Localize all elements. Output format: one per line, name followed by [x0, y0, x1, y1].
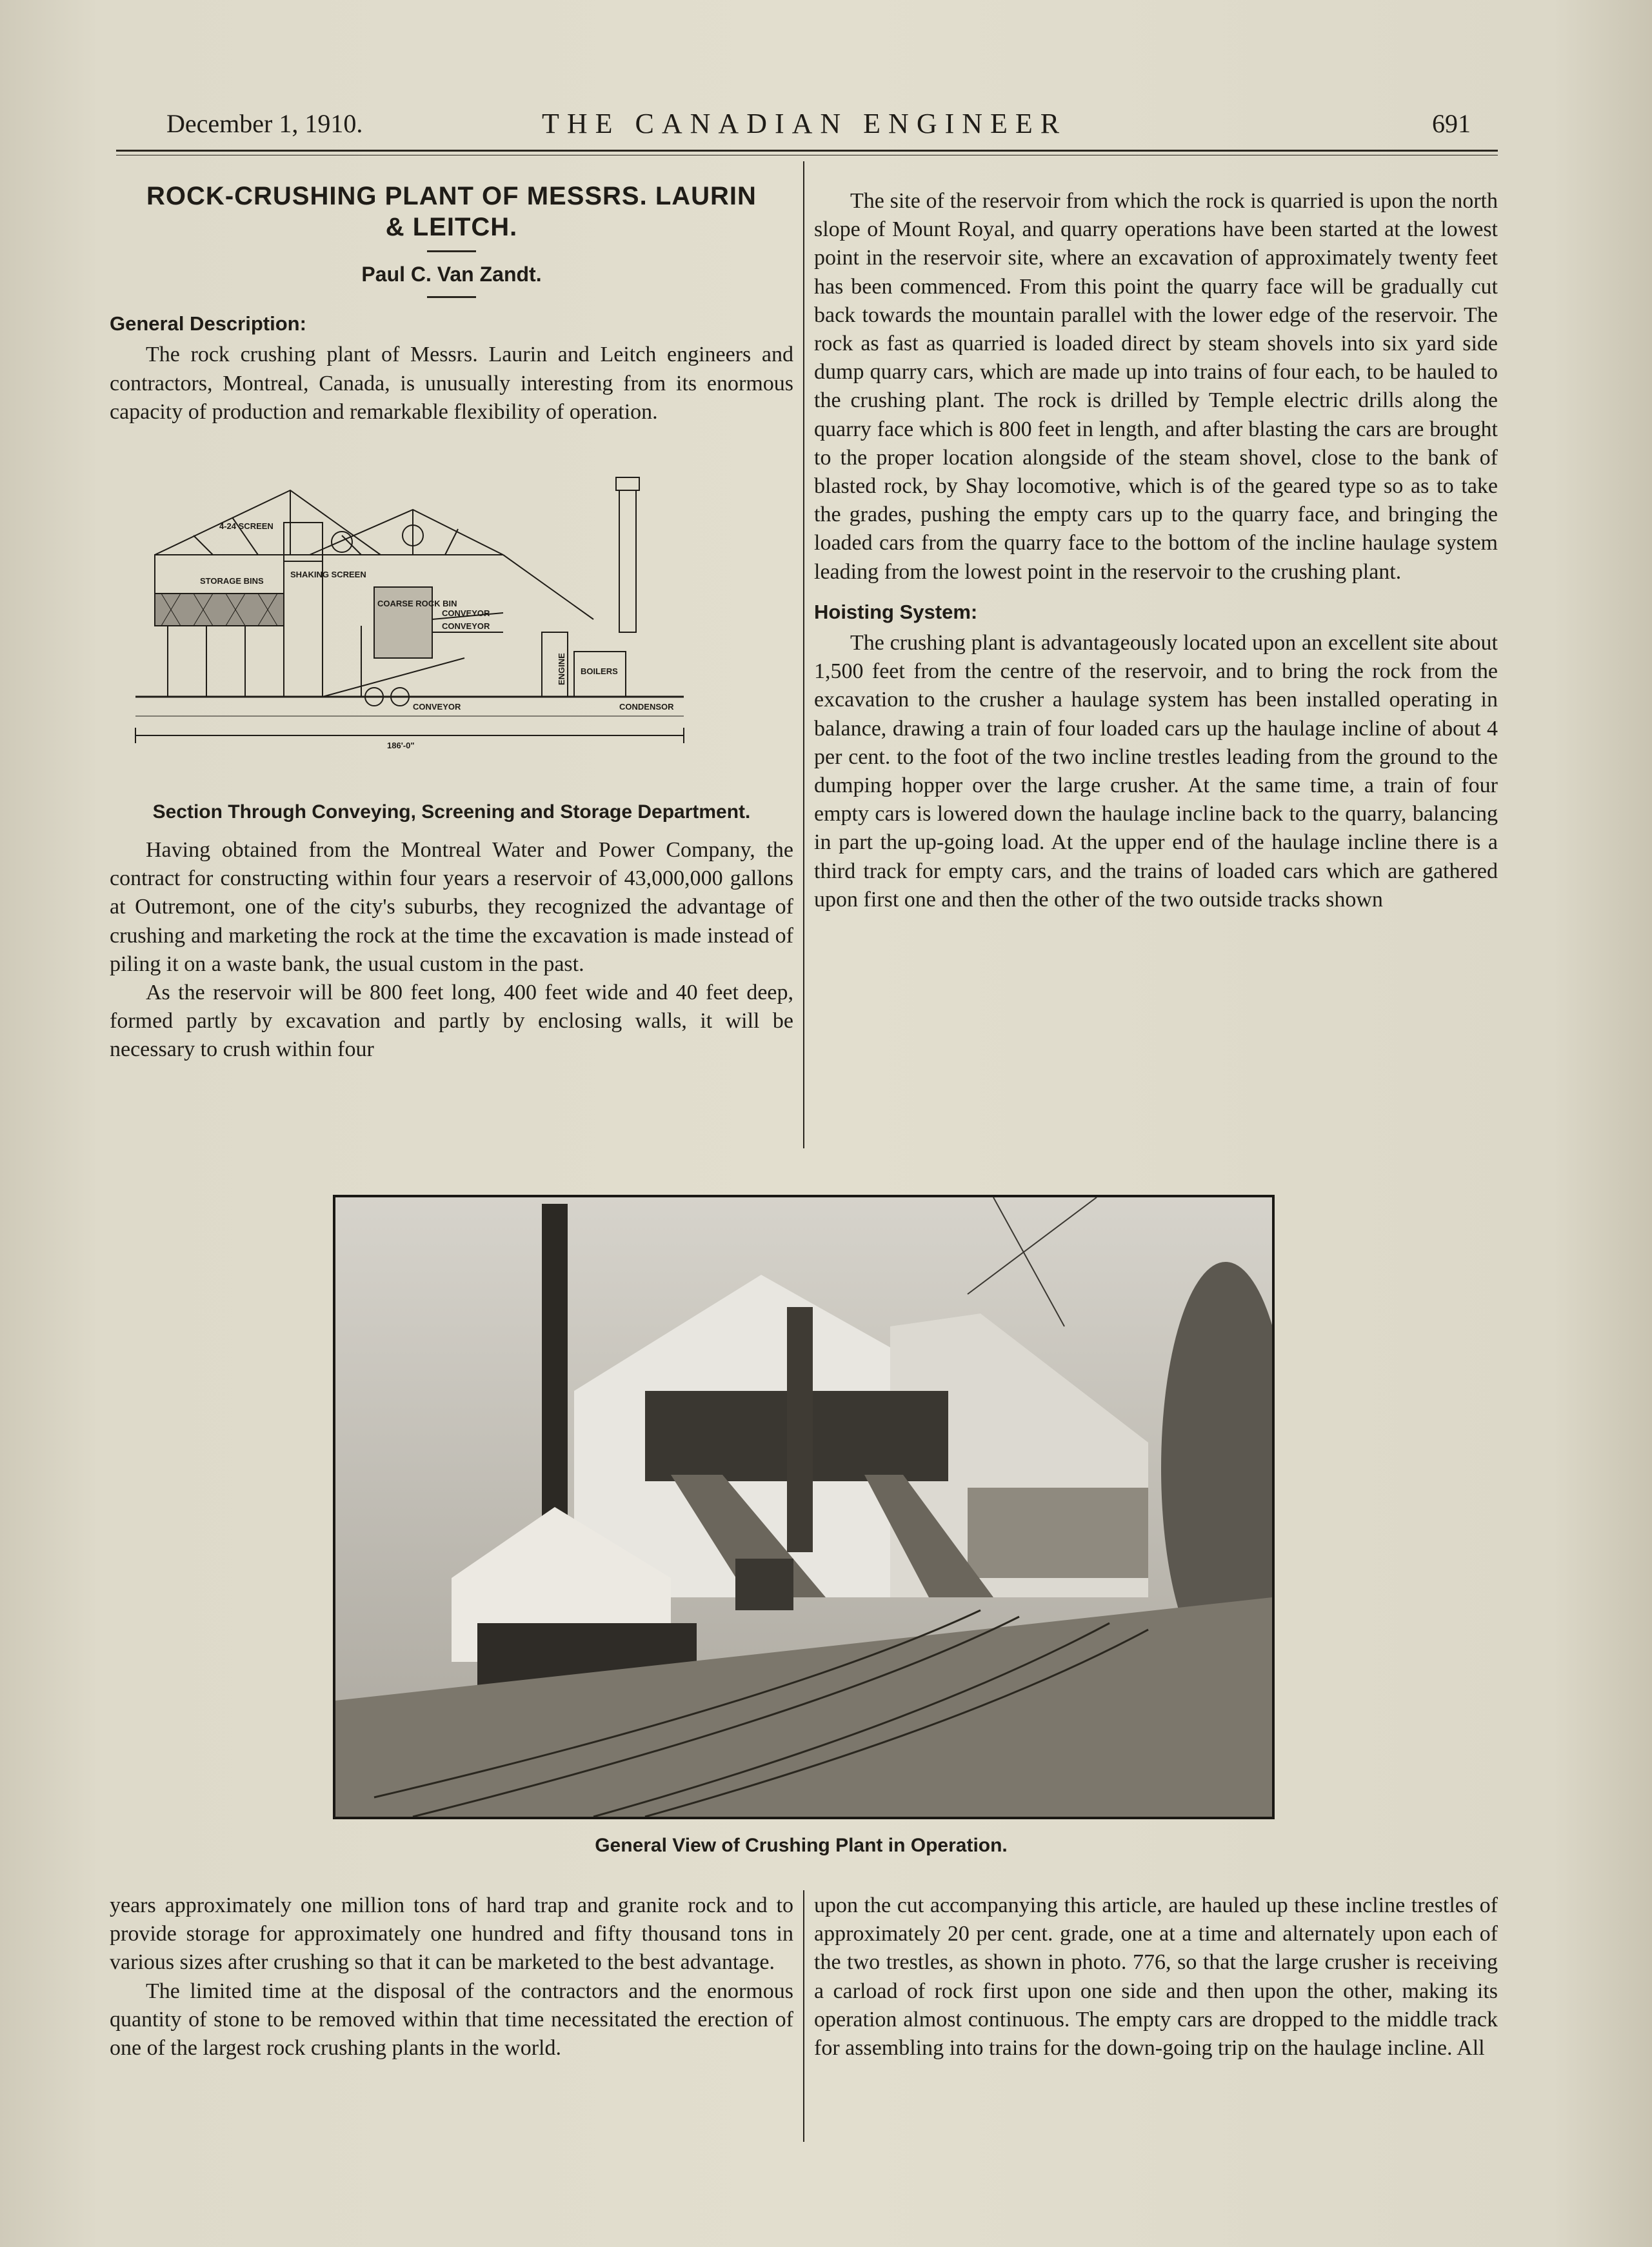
diagram-label-coarse-rock-bin: COARSE ROCK BIN	[377, 599, 457, 608]
issue-date: December 1, 1910.	[166, 109, 363, 138]
paragraph: years approximately one million tons of hard trap and granite rock and to provide storage for approximately one hundred and fifty thousand tons in various sizes after crushing so that it can be marketed to the best advantage.	[110, 1893, 793, 1975]
diagram-label-conveyor: CONVEYOR	[442, 621, 490, 631]
diagram-label-condensor: CONDENSOR	[619, 702, 674, 712]
diagram-label-engine: ENGINE	[557, 653, 566, 685]
diagram-label-conveyor: CONVEYOR	[442, 608, 490, 618]
plant-photograph	[333, 1195, 1275, 1819]
left-column-middle	[110, 800, 793, 1064]
paragraph: The crushing plant is advantageously located upon an excellent site about 1,500 feet from the centre of the reservoir, and to bring the rock from the excavation to the crusher a haulage system has been installed operating in balance, drawing a train of four loaded cars up the haulage incline of about 4 per cent. to the foot of the two incline trestles leading from the ground to the dumping hopper over the large crusher. At the same time, a train of four empty cars is lowered down the haulage incline back to the quarry, balancing in part the up-going load. At the upper end of the haulage incline there is a third track for empty cars, and the trains of loaded cars which are gathered upon first one and then the other of the two outside tracks shown	[814, 631, 1498, 912]
byline-rule	[427, 296, 476, 298]
plant-section-diagram	[129, 464, 774, 800]
photo-caption: General View of Crushing Plant in Operation.	[595, 1835, 1008, 1856]
article-title: ROCK-CRUSHING PLANT OF MESSRS. LAURIN	[146, 182, 757, 210]
right-column-bottom	[814, 1892, 1498, 2062]
left-column-top	[110, 181, 793, 426]
right-column-top	[814, 187, 1498, 914]
column-divider-top	[803, 161, 804, 1148]
paragraph: Having obtained from the Montreal Water and Power Company, the contract for constructing within four years a reservoir of 43,000,000 gallons at Outremont, one of the city's suburbs, they recognized the advantage of crushing and marketing the rock at the time the excavation is made instead of piling it on a waste bank, the usual custom in the past.	[110, 838, 793, 976]
section-heading-general-description: General Description:	[110, 312, 306, 335]
running-header	[116, 103, 1484, 142]
header-rule	[116, 150, 1498, 152]
section-heading-hoisting-system: Hoisting System:	[814, 600, 978, 623]
diagram-label-boilers: BOILERS	[581, 666, 618, 676]
paragraph: The rock crushing plant of Messrs. Laurin and Leitch engineers and contractors, Montreal, Canada, is unusually interesting from its enormous capacity of production and remarkable flexibility of operation.	[110, 343, 793, 424]
diagram-dimension: 186'-0"	[387, 741, 415, 750]
photo-illustration	[335, 1197, 1272, 1817]
paragraph: The limited time at the disposal of the contractors and the enormous quantity of stone to be removed within that time necessitated the erection of one of the largest rock crushing plants in the world.	[110, 1979, 793, 2061]
diagram-label-storage-bins: STORAGE BINS	[200, 576, 264, 586]
diagram-label-conveyor: CONVEYOR	[413, 702, 461, 712]
paragraph: As the reservoir will be 800 feet long, 400 feet wide and 40 feet deep, formed partly by excavation and partly by enclosing walls, it will be necessary to crush within four	[110, 981, 793, 1062]
column-divider-bottom	[803, 1890, 804, 2142]
page-number: 691	[1432, 109, 1471, 138]
figure-caption: Section Through Conveying, Screening and Storage Department.	[152, 801, 751, 823]
title-rule	[427, 250, 476, 252]
left-column-bottom	[110, 1892, 793, 2062]
journal-title: THE CANADIAN ENGINEER	[542, 108, 1068, 139]
diagram-label-shaking-screen: SHAKING SCREEN	[290, 570, 366, 579]
paragraph: The site of the reservoir from which the rock is quarried is upon the north slope of Mount Royal, and quarry operations have been started at the lowest point in the reservoir site, where an excavation of approximately twenty feet has been commenced. From this point the quarry face will be gradually cut back towards the mountain parallel with the lower edge of the reservoir. The rock as fast as quarried is loaded direct by steam shovels into six yard side dump quarry cars, which are made up into trains of four each, to be hauled to the crushing plant. The rock is drilled by Temple electric drills along the quarry face which is 800 feet in length, and after blasting the cars are brought to the proper location alongside of the steam shovel, close to the bank of blasted rock, by Shay locomotive, which is of the geared type so as to take the grades, pushing the empty cars up to the quarry face, and bringing the loaded cars from the quarry face to the bottom of the incline haulage system leading from the lowest point in the reservoir to the crushing plant.	[814, 189, 1498, 584]
article-title-line2: & LEITCH.	[385, 213, 518, 241]
paragraph: upon the cut accompanying this article, are hauled up these incline trestles of approximately 20 per cent. grade, one at a time and alternately upon each of the two trestles, as shown in photo. 776, so that the large crusher is receiving a carload of rock first upon one side and then upon the other, making its operation almost continuous. The empty cars are dropped to the middle track for assembling into trains for the down-going trip on the haulage incline. All	[814, 1893, 1498, 2061]
diagram-label-screen: 4-24 SCREEN	[219, 521, 274, 531]
author-byline: Paul C. Van Zandt.	[361, 263, 542, 286]
